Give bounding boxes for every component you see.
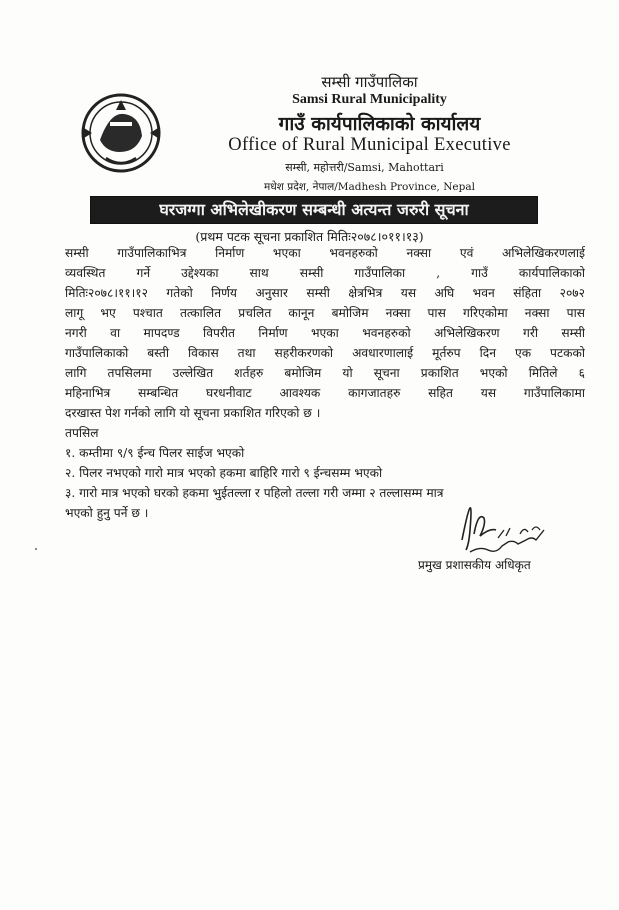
notice-body-line: दरखास्त पेश गर्नको लागि यो सूचना प्रकाशित गरिएको छ । <box>65 406 321 420</box>
notice-body-line: लागू भए पश्चात तत्कालित प्रचलित कानून बमोजिम नक्सा पास गरिएकोमा नक्सा पास <box>65 306 585 320</box>
municipality-name-nepali: सम्सी गाउँपालिका <box>321 73 418 91</box>
condition-item: १. कम्तीमा ९/९ ईन्च पिलर साईज भएको <box>65 446 245 460</box>
notice-title-banner: घरजग्गा अभिलेखीकरण सम्बन्धी अत्यन्त जरुरी सूचना <box>90 196 538 224</box>
notice-body-line: मितिः२०७८।११।१२ गतेको निर्णय अनुसार सम्सी क्षेत्रभित्र यस अघि भवन संहिता २०७२ <box>65 286 585 300</box>
notice-body-line: व्यवस्थित गर्ने उद्देश्यका साथ सम्सी गाउँपालिका , गाउँ कार्यपालिकाको <box>65 266 585 280</box>
notice-body-line: महिनाभित्र सम्बन्धित घरधनीवाट आवश्यक कागजातहरु सहित यस गाउँपालिकामा <box>65 386 585 400</box>
publication-date: (प्रथम पटक सूचना प्रकाशित मितिः२०७८।०११।१३) <box>195 229 424 244</box>
condition-item: ३. गारो मात्र भएको घरको हकमा भुईतल्ला र पहिलो तल्ला गरी जम्मा २ तल्लासम्म मात्र <box>65 486 444 500</box>
notice-body-line: लागि तपसिलमा उल्लेखित शर्तहरु बमोजिम यो सूचना प्रकाशित भएको मितिले ६ <box>65 366 585 380</box>
office-province: मधेश प्रदेश, नेपाल/Madhesh Province, Nepal <box>264 181 475 193</box>
office-address: सम्सी, महोत्तरी/Samsi, Mahottari <box>285 161 444 174</box>
office-name-nepali: गाउँ कार्यपालिकाको कार्यालय <box>278 113 481 135</box>
notice-body-line: सम्सी गाउँपालिकाभित्र निर्माण भएका भवनहरुको नक्सा एवं अभिलेखिकरणलाई <box>65 246 585 260</box>
tapasil-heading: तपसिल <box>65 426 99 440</box>
signatory-designation: प्रमुख प्रशासकीय अधिकृत <box>418 558 531 572</box>
condition-item: २. पिलर नभएको गारो मात्र भएको हकमा बाहिरि गारो ९ ईन्चसम्म भएको <box>65 466 383 480</box>
notice-body-line: नगरी वा मापदण्ड विपरीत निर्माण भएका भवनहरुको अभिलेखिकरण गरी सम्सी <box>65 326 585 340</box>
scan-speck <box>35 548 37 550</box>
condition-item: भएको हुनु पर्ने छ । <box>65 506 149 520</box>
office-name-english: Office of Rural Municipal Executive <box>228 135 511 155</box>
notice-body-line: गाउँपालिकाको बस्ती विकास तथा सहरीकरणको अवधारणालाई मूर्तरुप दिन एक पटकको <box>65 346 585 360</box>
municipality-name-english: Samsi Rural Municipality <box>292 92 447 107</box>
handwritten-signature <box>440 500 560 560</box>
